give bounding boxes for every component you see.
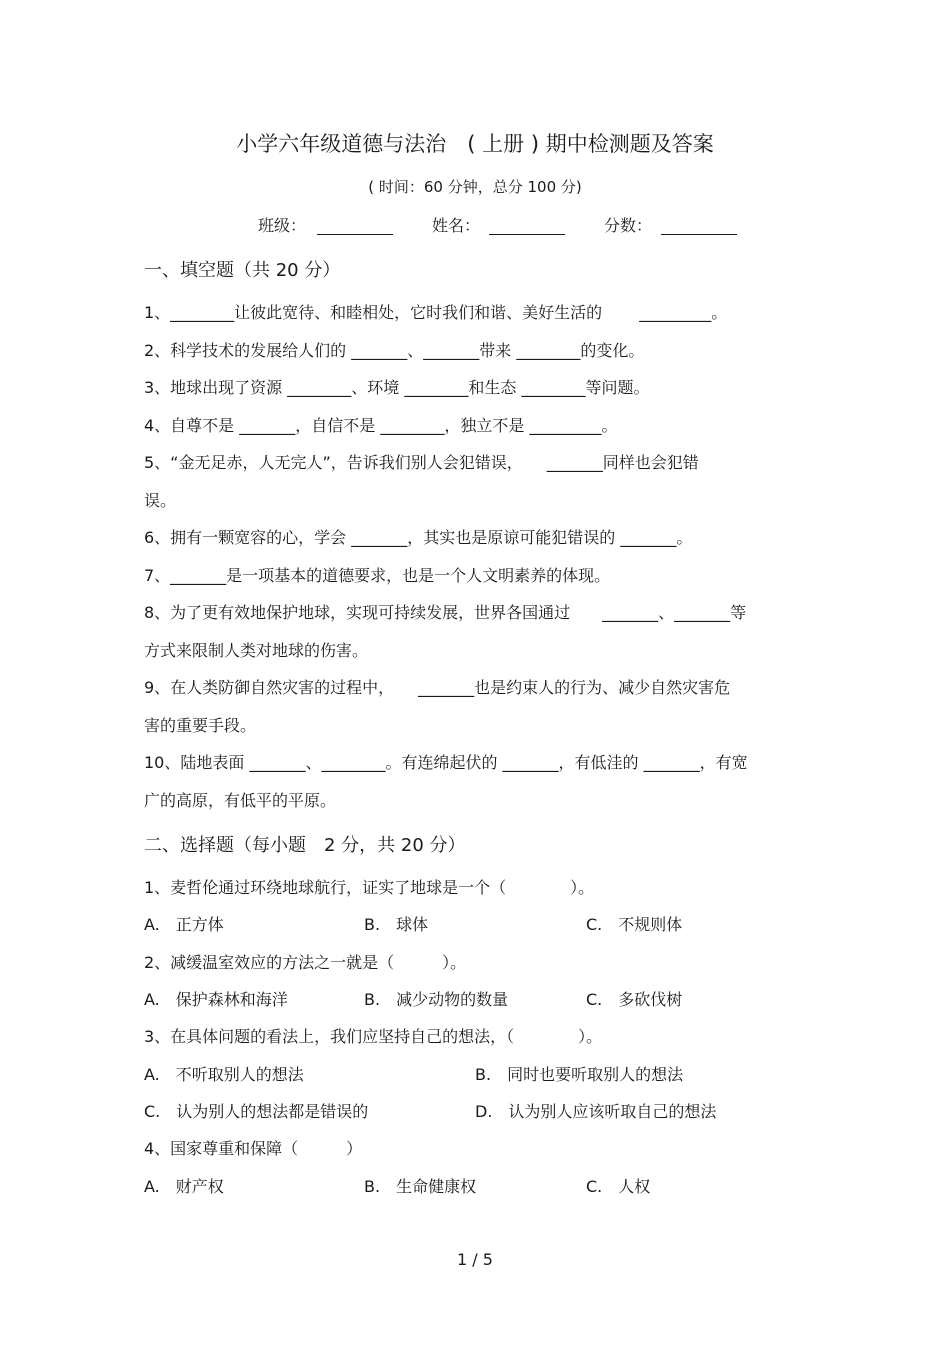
fill-question-5-line2: 误。 [144, 491, 177, 510]
q2-option-a[interactable]: A. 保护森林和海洋 [144, 990, 288, 1009]
name-field[interactable] [489, 216, 565, 235]
section1-heading: 一、填空题（共 20 分） [144, 260, 341, 281]
fill-question-10-line2: 广的高原，有低平的平原。 [144, 791, 337, 810]
choice-question-3: 3、在具体问题的看法上，我们应坚持自己的想法，（ ）。 [144, 1027, 603, 1046]
fill-question-8-line1: 8、为了更有效地保护地球，实现可持续发展，世界各国通过 _______、_______等 [144, 603, 747, 622]
fill-question-5-line1: 5、“金无足赤，人无完人”，告诉我们别人会犯错误， _______同样也会犯错 [144, 453, 699, 472]
q4-option-b[interactable]: B. 生命健康权 [364, 1177, 477, 1196]
class-label: 班级： [258, 216, 307, 235]
fill-question-9-line1: 9、在人类防御自然灾害的过程中， _______也是约束人的行为、减少自然灾害危 [144, 678, 731, 697]
class-field[interactable] [317, 216, 393, 235]
q1-option-b[interactable]: B. 球体 [364, 915, 429, 934]
q1-option-a[interactable]: A. 正方体 [144, 915, 224, 934]
score-label: 分数： [604, 216, 653, 235]
fill-question-6: 6、拥有一颗宽容的心，学会 _______，其实也是原谅可能犯错误的 _______。 [144, 528, 693, 547]
page-title: 小学六年级道德与法治 ( 上册 ) 期中检测题及答案 [236, 132, 714, 156]
q2-option-b[interactable]: B. 减少动物的数量 [364, 990, 509, 1009]
choice-question-4: 4、国家尊重和保障（ ） [144, 1139, 363, 1158]
fill-question-8-line2: 方式来限制人类对地球的伤害。 [144, 641, 369, 660]
score-field[interactable] [661, 216, 737, 235]
choice-question-1: 1、麦哲伦通过环绕地球航行，证实了地球是一个（ ）。 [144, 878, 595, 897]
q1-option-c[interactable]: C. 不规则体 [586, 915, 683, 934]
name-label: 姓名： [432, 216, 481, 235]
choice-question-2: 2、减缓温室效应的方法之一就是（ ）。 [144, 953, 467, 972]
section2-heading: 二、选择题（每小题 2 分，共 20 分） [144, 835, 466, 856]
fill-question-7: 7、_______是一项基本的道德要求，也是一个人文明素养的体现。 [144, 566, 611, 585]
q3-option-b[interactable]: B. 同时也要听取别人的想法 [475, 1065, 684, 1084]
q4-option-a[interactable]: A. 财产权 [144, 1177, 224, 1196]
fill-question-4: 4、自尊不是 _______，自信不是 ________，独立不是 _________。 [144, 416, 618, 435]
q3-option-c[interactable]: C. 认为别人的想法都是错误的 [144, 1102, 369, 1121]
fill-question-9-line2: 害的重要手段。 [144, 716, 257, 735]
q3-option-a[interactable]: A. 不听取别人的想法 [144, 1065, 304, 1084]
q3-option-d[interactable]: D. 认为别人应该听取自己的想法 [475, 1102, 717, 1121]
page-number: 1 / 5 [457, 1250, 493, 1269]
fill-question-1: 1、________让彼此宽待、和睦相处，它时我们和谐、美好生活的 _________。 [144, 303, 728, 322]
fill-question-2: 2、科学技术的发展给人们的 _______、_______带来 ________的变化。 [144, 341, 645, 360]
fill-question-3: 3、地球出现了资源 ________、环境 ________和生态 ________等问题。 [144, 378, 650, 397]
q2-option-c[interactable]: C. 多砍伐树 [586, 990, 683, 1009]
fill-question-10-line1: 10、陆地表面 _______、________。有连绵起伏的 _______，有低洼的 _______，有宽 [144, 753, 748, 772]
q4-option-c[interactable]: C. 人权 [586, 1177, 651, 1196]
exam-info: ( 时间：60 分钟，总分 100 分) [368, 178, 582, 196]
